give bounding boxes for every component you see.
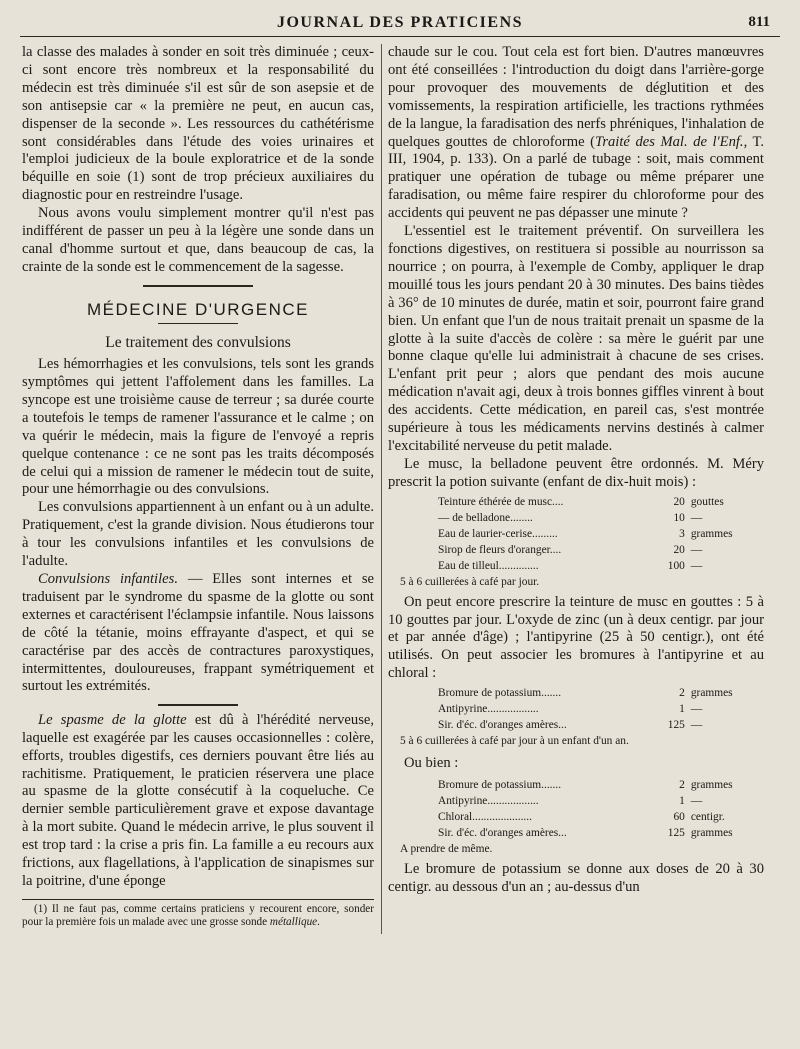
prescription-3 — [388, 777, 764, 841]
footnote-divider — [22, 899, 374, 900]
prescription-note: 5 à 6 cuillerées à café par jour à un enfant d'un an. — [400, 735, 629, 748]
left-column — [22, 44, 374, 930]
paragraph: chaude sur le cou. Tout cela est fort bien. D'autres manœuvres ont été conseillées : l'introduction du doigt dans l'arrière-gorge pour provoquer des mouvements de déglutition et des vomissements, la respiration artificielle, les tractions rythmées de la langue, la faradisation des nerfs phréniques, l'inhalation de quelques gouttes de chloroforme (Traité des Mal. de l'Enf., T. III, 1904, p. 133). On a parlé de tubage : soit, mais comment pratiquer une opération de tubage ou même préparer une faradisation, ou même faire respirer du chloroforme pour des accidents qui peuvent ne pas dépasser une minute ? — [388, 44, 764, 222]
prescription-1 — [388, 494, 764, 574]
prescription-line: Chloral..................... 60 centigr. — [438, 811, 725, 824]
paragraph: Nous avons voulu simplement montrer qu'il n'est pas indifférent de passer un peu à la légère une sonde dans un canal d'homme surtout et que, dans beaucoup de cas, la crainte de la sonde est le commencement de la sagesse. — [22, 205, 374, 275]
page-number: 811 — [748, 14, 770, 30]
run-in-heading: Convulsions infantiles. — [38, 570, 178, 587]
prescription-line: Sir. d'éc. d'oranges amères... 125 grammes — [438, 827, 733, 840]
paragraph: On peut encore prescrire la teinture de musc en gouttes : 5 à 10 gouttes par jour. L'oxyde de zinc (un à deux centigr. par jour et par année d'âge) ; l'antipyrine (25 à 50 centigr.), ont été utilisés. On peut associer les bromures à l'antipyrine et au chloral : — [388, 593, 764, 682]
paragraph: Les hémorrhagies et les convulsions, tels sont les grands symptômes qui jettent l'affolement dans les familles. La syncope est une troisième cause de terreur ; sa durée courte a toutefois le temps de ramener l'assurance et le calme ; on va quérir le médecin, mais la figure de l'envoyé a repris quelque contenance : ce ne sont pas les traits décomposés de celui qui a mission de ramener le médecin tout de suite, pour une hémorrhagie ou des convulsions. — [22, 356, 374, 498]
prescription-line: Eau de laurier-cerise......... 3 grammes — [438, 527, 733, 540]
prescription-2 — [388, 685, 764, 733]
paragraph: Le bromure de potassium se donne aux doses de 20 à 30 centigr. au dessous d'un an ; au-dessus d'un — [388, 861, 764, 895]
divider — [158, 704, 238, 706]
prescription-line: Teinture éthérée de musc.... 20 gouttes — [438, 495, 724, 508]
column-divider — [381, 44, 382, 934]
prescription-line: — de belladone........ 10 — — [438, 511, 703, 524]
divider — [158, 323, 238, 325]
prescription-line: Sir. d'éc. d'oranges amères... 125 — — [438, 719, 703, 732]
paragraph: L'essentiel est le traitement préventif. On surveillera les fonctions digestives, on restituera si possible au nourrisson sa nourrice ; on pourra, à l'exemple de Comby, appliquer le drap mouillé tous les jours pendant 20 à 30 minutes. Des bains tièdes à 36° de 10 minutes de durée, matin et soir, pourront faire grand bien. Un enfant que l'un de nous traitait prenait un spasme de la glotte à la suite d'accès de colère : sa mère le guérit par une bonne claque qu'elle lui administrait à chacune de ses crises. L'enfant prit peur ; alors que pendant des mois aucune médication n'avait agi, deux à trois bonnes giffles vinrent à bout des accidents. Cette médication, en pareil cas, s'est montrée supérieure à tous les médicaments nervins destinés à calmer l'excitabilité nerveuse du petit malade. — [388, 223, 764, 454]
footnote: (1) Il ne faut pas, comme certains praticiens y recourent encore, sonder pour la première fois un malade avec une grosse sonde métallique. — [22, 902, 374, 929]
paragraph: Les convulsions appartiennent à un enfant ou à un adulte. Pratiquement, c'est la grande division. Nous étudierons tour à tour les convulsions infantiles et les convulsions de l'adulte. — [22, 499, 374, 570]
prescription-line: Eau de tilleul.............. 100 — — [438, 559, 703, 572]
subsection-title: Le traitement des convulsions — [105, 334, 291, 352]
paragraph: Convulsions infantiles. — Elles sont internes et se traduisent par le syndrome du spasme de la glotte ou sont externes et caractérisent l'éclampsie infantile. Nous laissons de côté la tétanie, moins effrayante d'aspect, et qui se caractérise par des accès de contractures paroxystiques, intermittentes, douloureuses, frappant symétriquement et surtout les extrémités. — [22, 570, 375, 695]
page-header — [20, 12, 780, 37]
alternative-label: Ou bien : — [404, 755, 459, 772]
paragraph: la classe des malades à sonder en soit très diminuée ; ceux-ci sont encore très nombreux et la responsabilité du médecin est très diminuée s'il est sûr de son asepsie et de son antisepsie car « la première ne peut, en aucun cas, dispenser de la seconde ». Les ressources du cathétérisme sont considérables dans l'étude des voies urinaires et l'emploi judicieux de la boule exploratrice et de la sonde béquille en soie (1) sont de trop précieux auxiliaires du diagnostic pour en restreindre l'usage. — [22, 44, 374, 204]
divider — [143, 285, 253, 287]
prescription-line: Bromure de potassium....... 2 grammes — [438, 687, 733, 700]
prescription-note: 5 à 6 cuillerées à café par jour. — [400, 575, 540, 588]
prescription-line: Bromure de potassium....... 2 grammes — [438, 779, 733, 792]
paragraph: Le musc, la belladone peuvent être ordonnés. M. Méry prescrit la potion suivante (enfant de dix-huit mois) : — [388, 455, 764, 490]
paragraph: Le spasme de la glotte est dû à l'hérédité nerveuse, laquelle est exagérée par les causes occasionnelles : colère, efforts, troubles digestifs, ces derniers pouvant être liés au rachitisme. Pratiquement, le praticien réservera une place au spasme de la glotte consécutif à la coqueluche. Ce dernier semble particulièrement grave et expose davantage à la mort subite. Quand le médecin arrive, le plus souvent il est trop tard : la crise a pris fin. La famille a eu recours aux frictions, aux flagellations, à l'application de sinapismes sur la poitrine, d'une éponge — [22, 711, 374, 889]
prescription-line: Antipyrine.................. 1 — — [438, 703, 703, 716]
running-title: JOURNAL DES PRATICIENS — [276, 14, 524, 31]
right-column — [388, 44, 764, 897]
prescription-note: A prendre de même. — [400, 843, 493, 856]
run-in-heading: Le spasme de la glotte — [38, 711, 187, 728]
section-title: MÉDECINE D'URGENCE — [87, 299, 309, 319]
prescription-line: Antipyrine.................. 1 — — [438, 795, 703, 808]
prescription-line: Sirop de fleurs d'oranger.... 20 — — [438, 543, 703, 556]
